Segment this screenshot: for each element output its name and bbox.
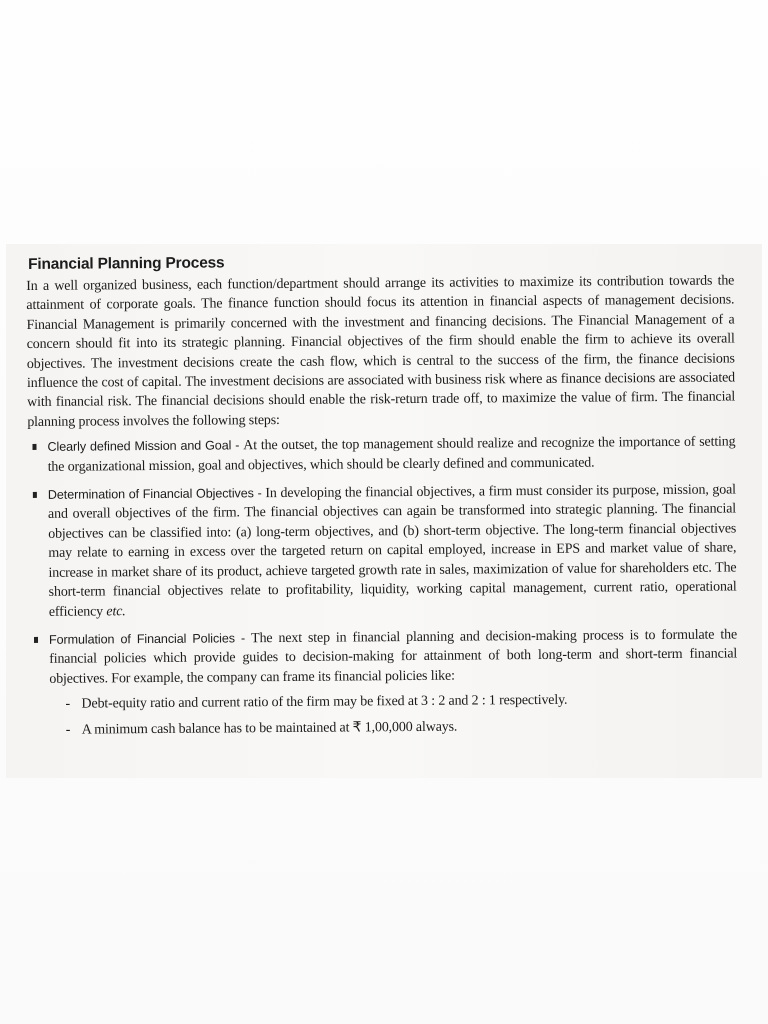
step-heading: Formulation of Financial Policies - <box>48 631 252 647</box>
steps-list <box>27 433 737 741</box>
step-heading: Determination of Financial Objectives - <box>47 486 266 502</box>
policy-example-text: Debt-equity ratio and current ratio of the firm may be fixed at 3 : 2 and 2 : 1 respectively. <box>81 692 568 712</box>
step-mission-goal <box>27 433 735 477</box>
step-financial-objectives <box>28 480 737 621</box>
step-financial-policies <box>29 625 738 741</box>
dash-bullet: - <box>65 722 71 738</box>
policy-example-item <box>50 716 738 741</box>
step-text: The next step in financial planning and decision-making process is to formulate the financial policies which provide guides to decision-making for attainment of both long-term and short-term financial objectives. For example, the company can frame its financial policies like: <box>49 627 738 687</box>
step-heading: Clearly defined Mission and Goal - <box>47 438 244 455</box>
step-text: At the outset, the top management should realize and recognize the importance of setting the organizational mission, goal and objectives, which should be clearly defined and communicated. <box>47 434 736 475</box>
policy-examples-list <box>49 690 737 741</box>
square-bullet-icon <box>32 444 36 450</box>
dash-bullet: - <box>65 696 71 712</box>
document-body <box>26 250 738 750</box>
policy-example-text: A minimum cash balance has to be maintained at ₹ 1,00,000 always. <box>81 719 458 738</box>
step-text: In developing the financial objectives, a firm must consider its purpose, mission, goal and overall objectives of the firm. The financial objectives can again be transformed into strategic planning. The financial objectives can be classified into: (a) long-term objectives, and (b) short-term objective. The long-term financial objectives may relate to earning in excess over the targeted return on capital employed, increase in EPS and market value of share, increase in market share of its product, achieve targeted growth rate in sales, maximization of value for shareholders etc. The short-term financial objectives relate to profitability, liquidity, working capital management, current ratio, operational efficiency <box>47 482 737 620</box>
square-bullet-icon <box>33 492 37 498</box>
policy-example-item <box>49 690 737 715</box>
intro-paragraph: In a well organized business, each function/department should arrange its activities to maximize its contribution towards the attainment of corporate goals. The finance function should focus its attention in financial aspects of management decisions. Financial Management is primarily concerned with the investment and financing decisions. The Financial Management of a concern should fit into its strategic planning. Financial objectives of the firm should enable the firm to achieve its overall objectives. The investment decisions create the cash flow, which is central to the success of the firm, the finance decisions influence the cost of capital. The investment decisions are associated with business risk where as finance decisions are associated with financial risk. The financial decisions should enable the risk-return trade off, to maximize the value of firm. The financial planning process involves the following steps: <box>26 273 736 430</box>
square-bullet-icon <box>34 637 38 643</box>
section-title: Financial Planning Process <box>27 254 225 273</box>
step-text-italic: etc. <box>106 603 126 619</box>
